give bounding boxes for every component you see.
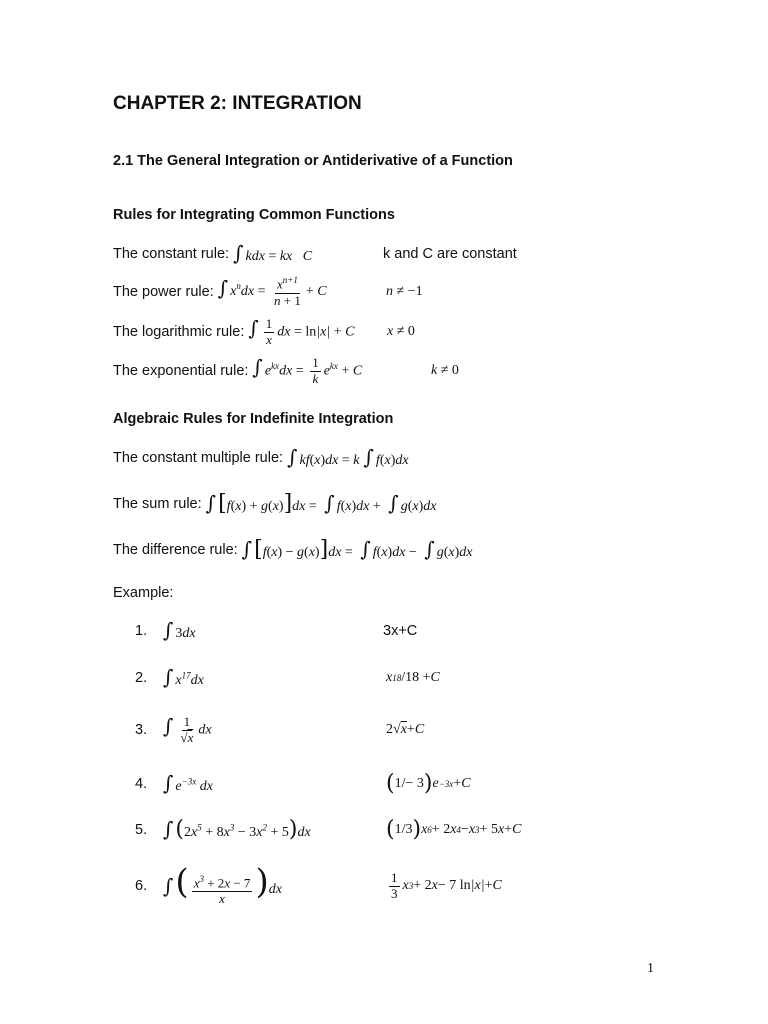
example-1-answer: 3x+C xyxy=(383,623,418,639)
exp-rule-formula: ∫ $e^{kx}dx$ = $\frac{1}{k}$ $e^{kx} + C$ xyxy=(252,354,363,386)
example-6-answer: $\frac{1}{3}$ x 3 + 2 x − 7 ln |x| + C xyxy=(391,869,502,901)
difference-rule-row xyxy=(113,530,473,570)
example-6-problem: ∫( $\frac{x^3 + 2x - 7}{x}$ )dx xyxy=(163,862,282,906)
power-rule-row xyxy=(113,272,327,312)
example-4-problem: ∫ $e^{-3x}$ dx xyxy=(163,771,213,795)
example-heading: Example: xyxy=(113,585,174,601)
example-3-problem: ∫ $\frac{1}{√x}$ dx xyxy=(163,713,212,745)
example-number: 2. xyxy=(135,670,148,686)
page-number: 1 xyxy=(647,961,654,976)
example-3-answer: 2√ x + C xyxy=(386,722,425,737)
sum-rule-label: The sum rule: xyxy=(113,496,202,512)
sum-rule-formula: ∫[f(x) + g(x)]dx = ∫ f(x)dx + ∫ g(x)dx xyxy=(205,491,437,516)
example-3 xyxy=(135,710,212,750)
constant-multiple-formula: ∫ kf(x)dx = k ∫ f(x)dx xyxy=(287,445,409,469)
sum-rule-row xyxy=(113,484,437,524)
rules-heading: Rules for Integrating Common Functions xyxy=(113,207,395,223)
log-rule-formula: ∫ $\frac{1}{x}$ dx = ln|x| + C xyxy=(248,315,355,347)
constant-multiple-label: The constant multiple rule: xyxy=(113,450,284,466)
example-number: 6. xyxy=(135,878,148,894)
example-6 xyxy=(135,862,282,906)
power-rule-label: The power rule: xyxy=(113,284,214,300)
constant-rule-formula: ∫ kdx = kx C xyxy=(233,241,313,265)
constant-multiple-row xyxy=(113,438,409,478)
log-rule-row xyxy=(113,312,354,352)
power-rule-condition: n ≠ −1 xyxy=(386,284,423,299)
constant-rule-label: The constant rule: xyxy=(113,246,230,262)
example-5 xyxy=(135,810,311,850)
log-rule-condition: x ≠ 0 xyxy=(387,324,415,339)
example-4 xyxy=(135,764,213,804)
exp-rule-label: The exponential rule: xyxy=(113,363,249,379)
example-5-problem: $\int(2x^5 + 8x^3 - 3x^2 + 5)dx$ xyxy=(163,817,311,842)
example-1 xyxy=(135,611,196,651)
constant-rule-row xyxy=(113,234,312,274)
example-number: 1. xyxy=(135,623,148,639)
difference-rule-formula: ∫[f(x) − g(x)]dx = ∫ f(x)dx − ∫ g(x)dx xyxy=(241,537,473,562)
section-title: 2.1 The General Integration or Antiderivative of a Function xyxy=(113,153,513,169)
example-number: 4. xyxy=(135,776,148,792)
exp-rule-row xyxy=(113,351,362,391)
example-5-answer: ( 1/3 ) x 6 + 2 x 4 − x 3 + 5 x + C xyxy=(386,817,522,842)
example-2 xyxy=(135,658,204,698)
example-number: 5. xyxy=(135,822,148,838)
example-2-problem: ∫ $x^{17}dx$ xyxy=(163,665,204,689)
constant-rule-note: k and C are constant xyxy=(383,246,517,262)
power-rule-formula: ∫ $x^ndx$ = $\frac{x^{n+1}}{n + 1}$ + C xyxy=(217,275,327,308)
log-rule-label: The logarithmic rule: xyxy=(113,324,245,340)
example-number: 3. xyxy=(135,722,148,738)
exp-rule-condition: k ≠ 0 xyxy=(431,363,459,378)
chapter-title: CHAPTER 2: INTEGRATION xyxy=(113,93,362,114)
difference-rule-label: The difference rule: xyxy=(113,542,238,558)
example-2-answer: x 18 /18 + C xyxy=(386,670,440,685)
example-4-answer: ( 1/− 3 ) e −3x + C xyxy=(386,771,471,796)
example-1-problem: ∫ 3dx xyxy=(163,618,196,642)
algebraic-heading: Algebraic Rules for Indefinite Integration xyxy=(113,411,394,427)
